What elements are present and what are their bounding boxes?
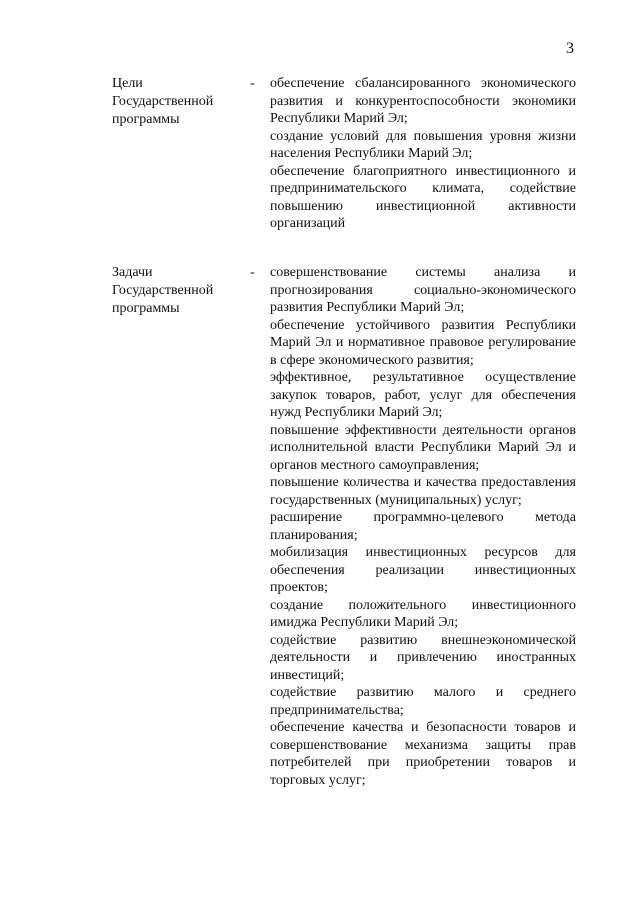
- task-item: обеспечение устойчивого развития Республики Марий Эл и нормативное правовое регулирование в сфере экономического развития;: [270, 317, 576, 368]
- goals-label: Цели Государственной программы: [112, 76, 214, 127]
- task-item: эффективное, результативное осуществление закупок товаров, работ, услуг для обеспечения нужд Республики Марий Эл;: [270, 370, 576, 420]
- goal-item: обеспечение сбалансированного экономического развития и конкурентоспособности экономики Республики Марий Эл;: [270, 76, 576, 126]
- task-item: совершенствование системы анализа и прогнозирования социально-экономического развития Республики Марий Эл;: [270, 265, 576, 315]
- task-item: создание положительного инвестиционного имиджа Республики Марий Эл;: [270, 597, 576, 630]
- tasks-label: Задачи Государственной программы: [112, 265, 214, 316]
- goals-dash: -: [250, 76, 255, 91]
- task-item: повышение эффективности деятельности органов исполнительной власти Республики Марий Эл и органов местного самоуправления;: [270, 422, 576, 473]
- goal-item: создание условий для повышения уровня жизни населения Республики Марий Эл;: [270, 128, 576, 161]
- task-item: расширение программно-целевого метода планирования;: [270, 510, 576, 543]
- goals-list: [270, 75, 576, 233]
- tasks-dash: -: [250, 265, 255, 280]
- task-item: повышение количества и качества предоставления государственных (муниципальных) услуг;: [270, 475, 576, 508]
- tasks-list: [270, 264, 576, 789]
- task-item: содействие развитию внешнеэкономической деятельности и привлечению иностранных инвестиций;: [270, 632, 576, 683]
- task-item: мобилизация инвестиционных ресурсов для обеспечения реализации инвестиционных проектов;: [270, 545, 576, 595]
- goal-item: обеспечение благоприятного инвестиционного и предпринимательского климата, содействие повышению инвестиционной активности организаций: [270, 163, 576, 231]
- task-item: содействие развитию малого и среднего предпринимательства;: [270, 685, 576, 718]
- task-item: обеспечение качества и безопасности товаров и совершенствование механизма защиты прав потребителей при приобретении товаров и торговых услуг;: [270, 720, 576, 788]
- page-number: 3: [566, 40, 574, 57]
